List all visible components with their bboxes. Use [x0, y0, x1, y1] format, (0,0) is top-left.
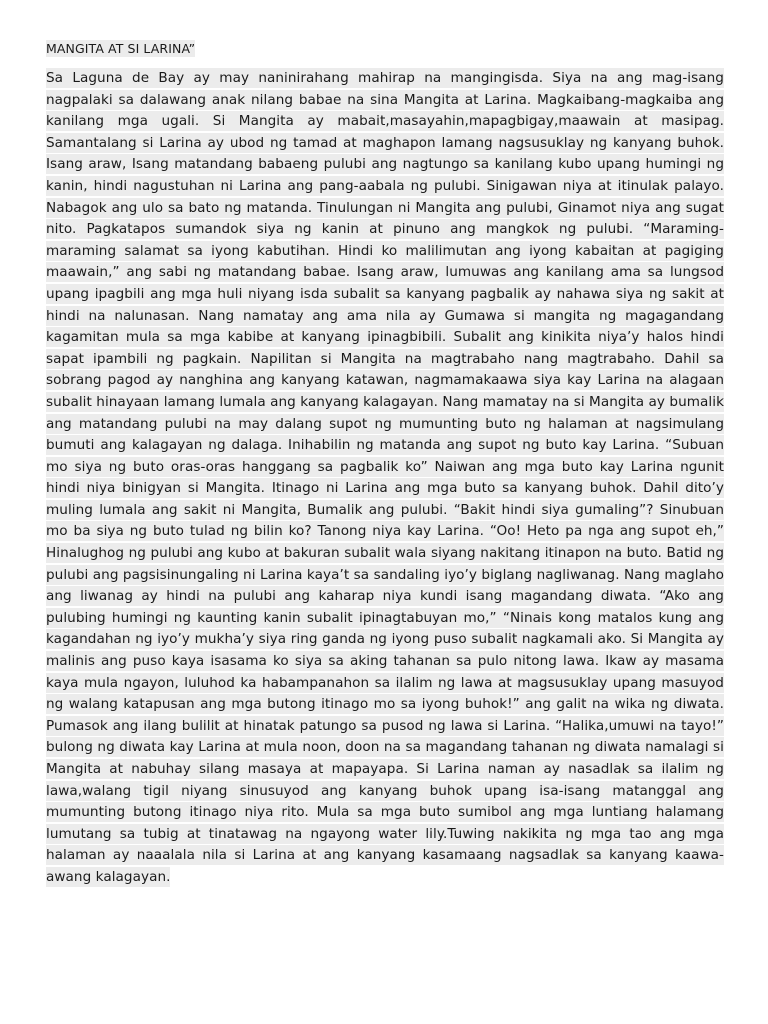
document-title-text: MANGITA AT SI LARINA”	[46, 41, 196, 56]
document-page	[46, 38, 724, 889]
document-title	[46, 38, 724, 60]
document-body	[46, 68, 724, 889]
document-body-text: Sa Laguna de Bay ay may naninirahang mahirap na mangingisda. Siya na ang mag-isang nagpalaki sa dalawang anak nilang babae na sina Mangita at Larina. Magkaibang-magkaiba ang kanilang mga ugali. Si Mangita ay mabait,masayahin,mapagbigay,maawain at masipag. Samantalang si Larina ay ubod ng tamad at maghapon lamang nagsusuklay ng kanyang buhok. Isang araw, Isang matandang babaeng pulubi ang nagtungo sa kanilang kubo upang humingi ng kanin, hindi nagustuhan ni Larina ang pang-aabala ng pulubi. Sinigawan niya at itinulak palayo. Nabagok ang ulo sa bato ng matanda. Tinulungan ni Mangita ang pulubi, Ginamot niya ang sugat nito. Pagkatapos sumandok siya ng kanin at pinuno ang mangkok ng pulubi. “Maraming-maraming salamat sa iyong kabutihan. Hindi ko malilimutan ang iyong kabaitan at pagiging maawain,” ang sabi ng matandang babae. Isang araw, lumuwas ang kanilang ama sa lungsod upang ipagbili ang mga huli niyang isda subalit sa kanyang pagbalik ay nahawa siya ng sakit at hindi na nalunasan. Nang namatay ang ama nila ay Gumawa si mangita ng magagandang kagamitan mula sa mga kabibe at kanyang ipinagbibili. Subalit ang kinikita niya’y halos hindi sapat ipambili ng pagkain. Napilitan si Mangita na magtrabaho nang magtrabaho. Dahil sa sobrang pagod ay nanghina ang kanyang katawan, nagmamakaawa siya kay Larina na alagaan subalit hinayaan lamang lumala ang kanyang kalagayan. Nang mamatay na si Mangita ay bumalik ang matandang pulubi na may dalang supot ng mumunting buto ng halaman at nagsimulang bumuti ang kalagayan ng dalaga. Inihabilin ng matanda ang supot ng buto kay Larina. “Subuan mo siya ng buto oras-oras hanggang sa pagbalik ko” Naiwan ang mga buto kay Larina ngunit hindi niya binigyan si Mangita. Itinago ni Larina ang mga buto sa kanyang buhok. Dahil dito’y muling lumala ang sakit ni Mangita, Bumalik ang pulubi. “Bakit hindi siya gumaling”? Sinubuan mo ba siya ng buto tulad ng bilin ko? Tanong niya kay Larina. “Oo! Heto pa nga ang supot eh,” Hinalughog ng pulubi ang kubo at bakuran subalit wala siyang nakitang itinapon na buto. Batid ng pulubi ang pagsisinungaling ni Larina kaya’t sa sandaling iyo’y biglang nagliwanag. Nang maglaho ang liwanag ay hindi na pulubi ang kaharap niya kundi isang magandang diwata. “Ako ang pulubing humingi ng kaunting kanin subalit ipinagtabuyan mo,” “Ninais kong matalos kung ang kagandahan ng iyo’y mukha’y siya ring ganda ng iyong puso subalit nagkamali ako. Si Mangita ay malinis ang puso kaya isasama ko siya sa aking tahanan sa pulo nitong lawa. Ikaw ay masama kaya mula ngayon, luluhod ka habampanahon sa ilalim ng lawa at magsusuklay upang masuyod ng walang katapusan ang mga butong itinago mo sa iyong buhok!” ang galit na wika ng diwata. Pumasok ang ilang bulilit at hinatak patungo sa pusod ng lawa si Larina. “Halika,umuwi na tayo!” bulong ng diwata kay Larina at mula noon, doon na sa magandang tahanan ng diwata namalagi si Mangita at nabuhay silang masaya at mapayapa. Si Larina naman ay nasadlak sa ilalim ng lawa,walang tigil niyang sinusuyod ang kanyang buhok upang isa-isang matanggal ang mumunting butong itinago niya rito. Mula sa mga buto sumibol ang mga luntiang halamang lumutang sa tubig at tinatawag na ngayong water lily.Tuwing nakikita ng mga tao ang mga halaman ay naaalala nila si Larina at ang kanyang kasamaang nagsadlak sa kanyang kaawa-awang kalagayan.	[46, 70, 724, 885]
